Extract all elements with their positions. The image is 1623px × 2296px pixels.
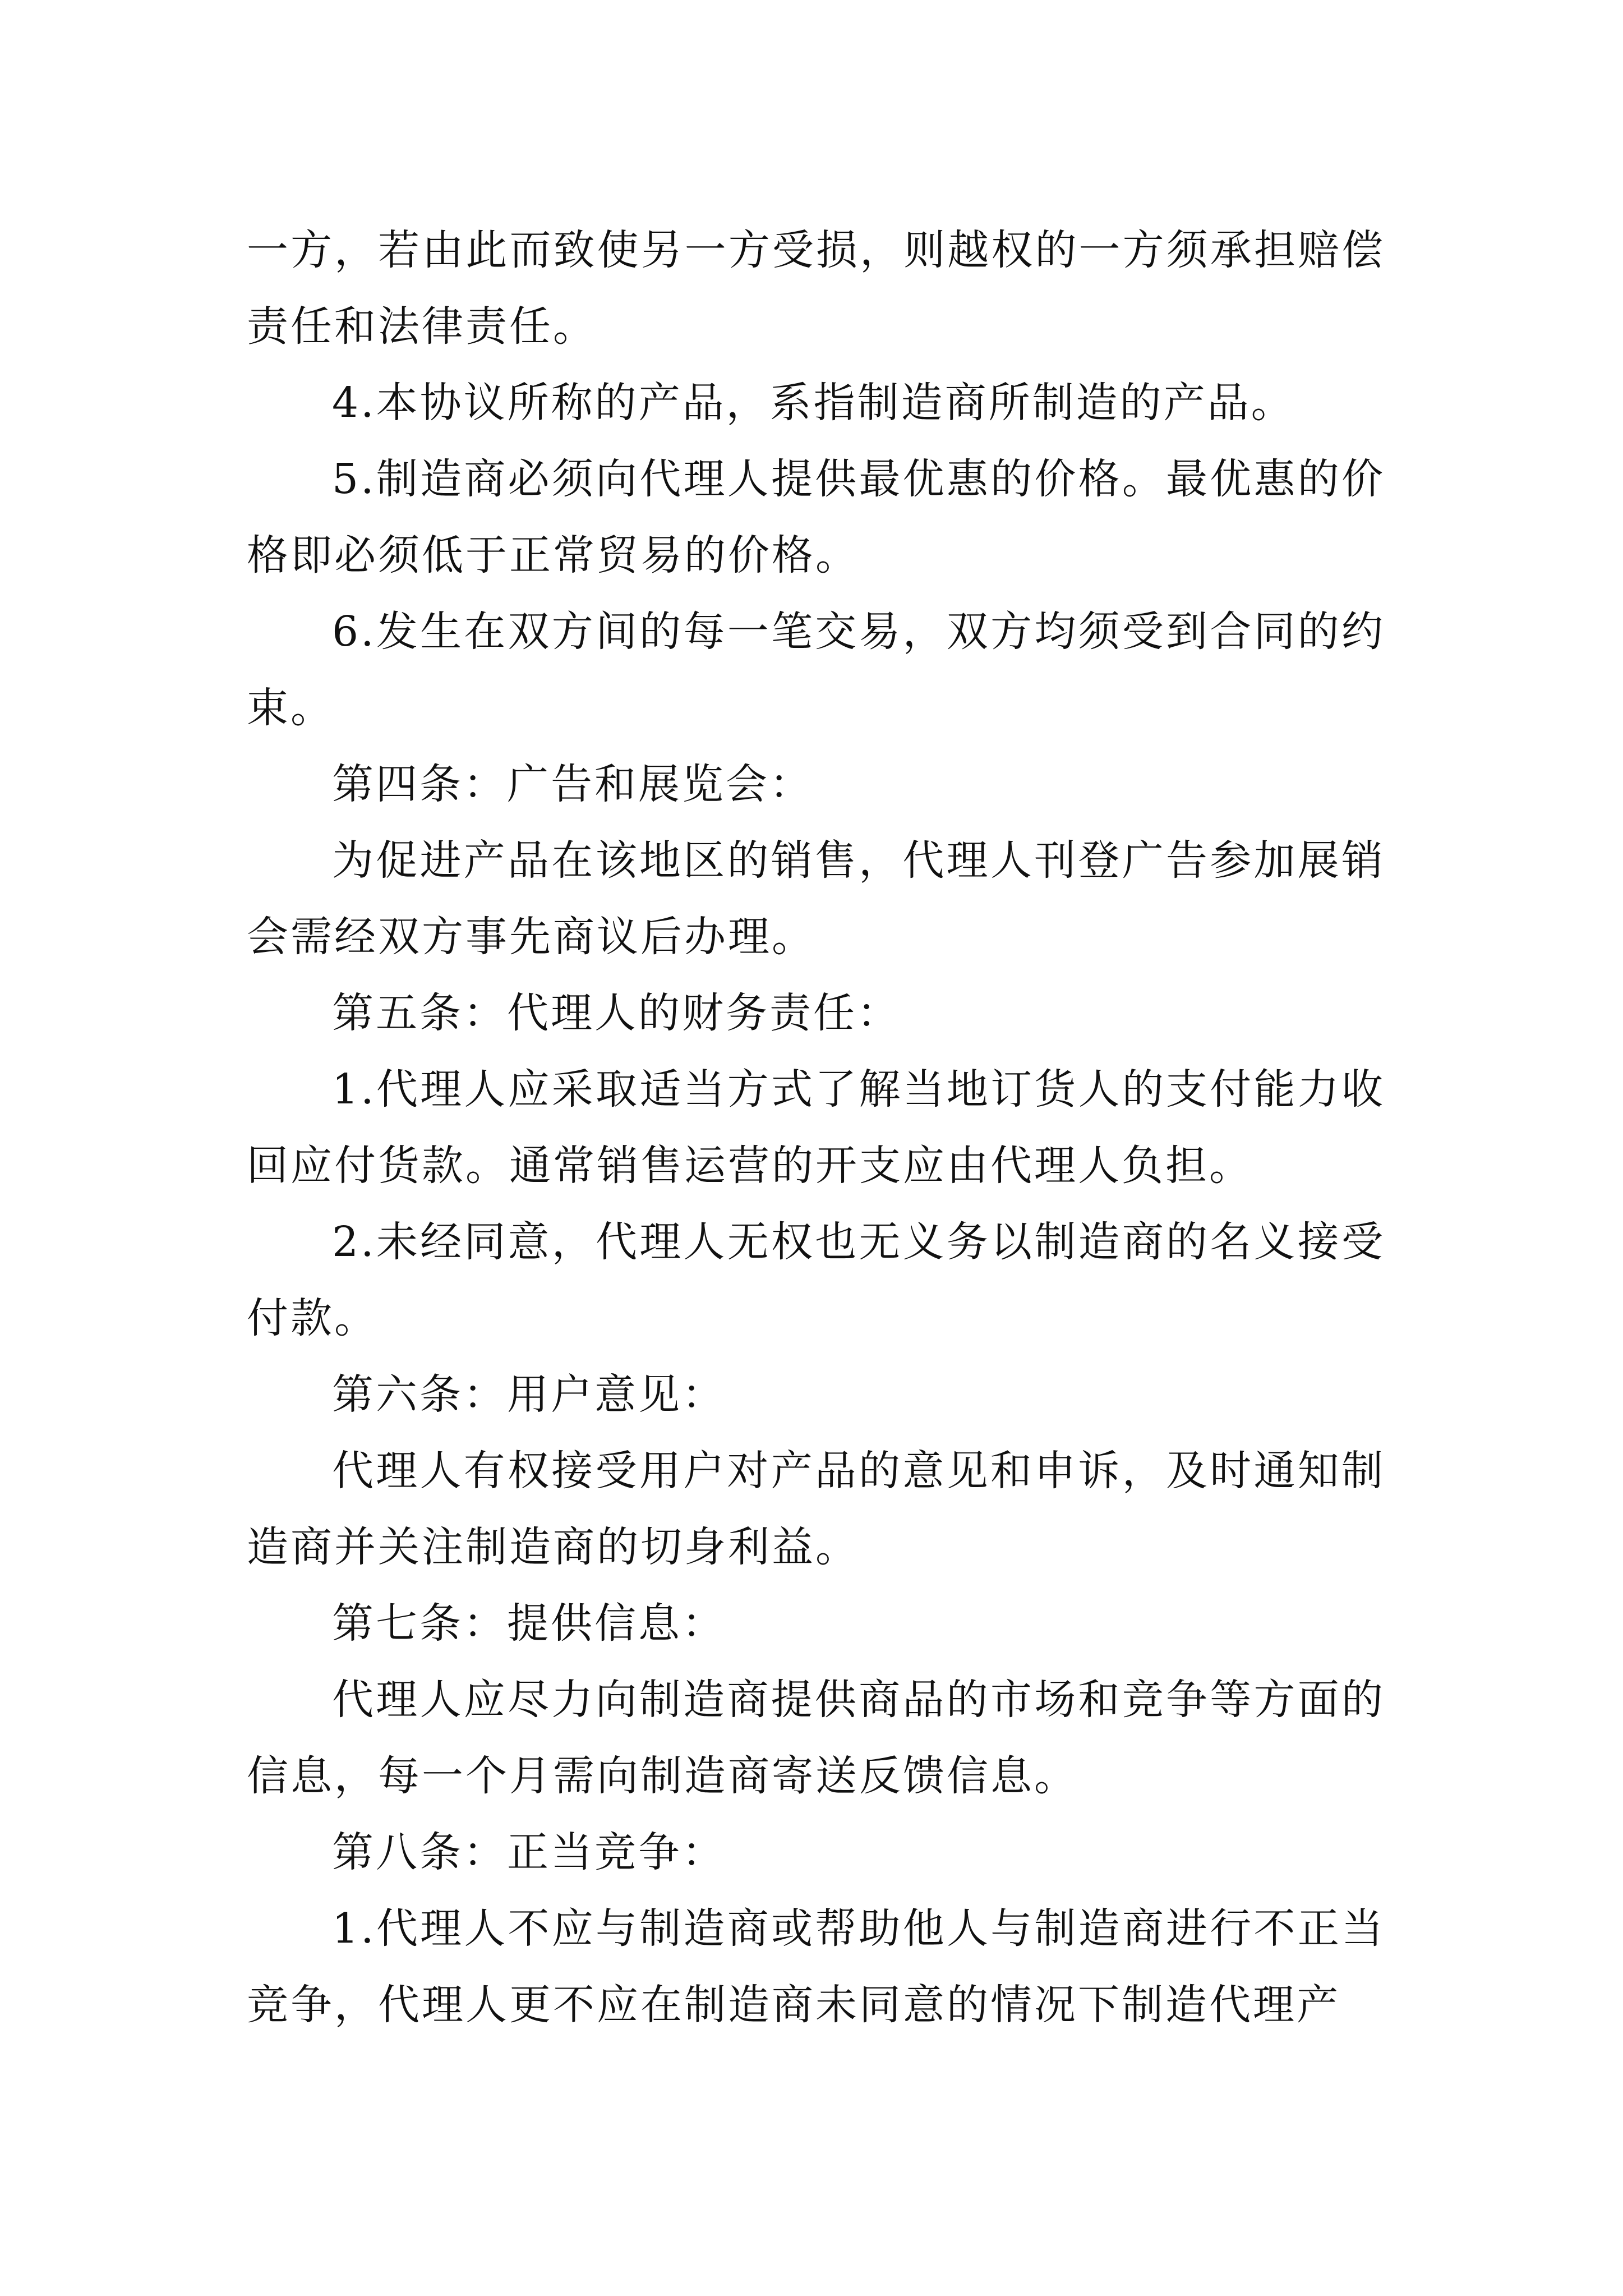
article-4-body: 为促进产品在该地区的销售，代理人刊登广告参加展销会需经双方事先商议后办理。 bbox=[247, 836, 1385, 961]
article-5-item-2: 2.未经同意，代理人无权也无义务以制造商的名义接受付款。 bbox=[247, 1218, 1385, 1342]
article-7-body: 代理人应尽力向制造商提供商品的市场和竞争等方面的信息，每一个月需向制造商寄送反馈信息。 bbox=[247, 1676, 1385, 1800]
article-7-heading: 第七条：提供信息： bbox=[332, 1599, 726, 1648]
paragraph-clause-item-4: 4.本协议所称的产品，系指制造商所制造的产品。 bbox=[332, 379, 1295, 427]
paragraph-clause-item-6: 6.发生在双方间的每一笔交易，双方均须受到合同的约束。 bbox=[247, 608, 1385, 732]
article-6-heading: 第六条：用户意见： bbox=[332, 1370, 726, 1419]
article-5-item-1: 1.代理人应采取适当方式了解当地订货人的支付能力收回应付货款。通常销售运营的开支应由代理人负担。 bbox=[247, 1065, 1385, 1190]
article-6-body: 代理人有权接受用户对产品的意见和申诉，及时通知制造商并关注制造商的切身利益。 bbox=[247, 1447, 1385, 1571]
paragraph-clause-item-5: 5.制造商必须向代理人提供最优惠的价格。最优惠的价格即必须低于正常贸易的价格。 bbox=[247, 455, 1385, 579]
article-5-heading: 第五条：代理人的财务责任： bbox=[332, 989, 901, 1037]
document-body bbox=[247, 212, 1385, 2043]
article-8-heading: 第八条：正当竞争： bbox=[332, 1828, 726, 1876]
article-8-item-1: 1.代理人不应与制造商或帮助他人与制造商进行不正当竞争，代理人更不应在制造商未同意的情况下制造代理产 bbox=[247, 1904, 1385, 2029]
paragraph-continuation: 一方，若由此而致使另一方受损，则越权的一方须承担赔偿责任和法律责任。 bbox=[247, 226, 1385, 351]
article-4-heading: 第四条：广告和展览会： bbox=[332, 760, 813, 808]
